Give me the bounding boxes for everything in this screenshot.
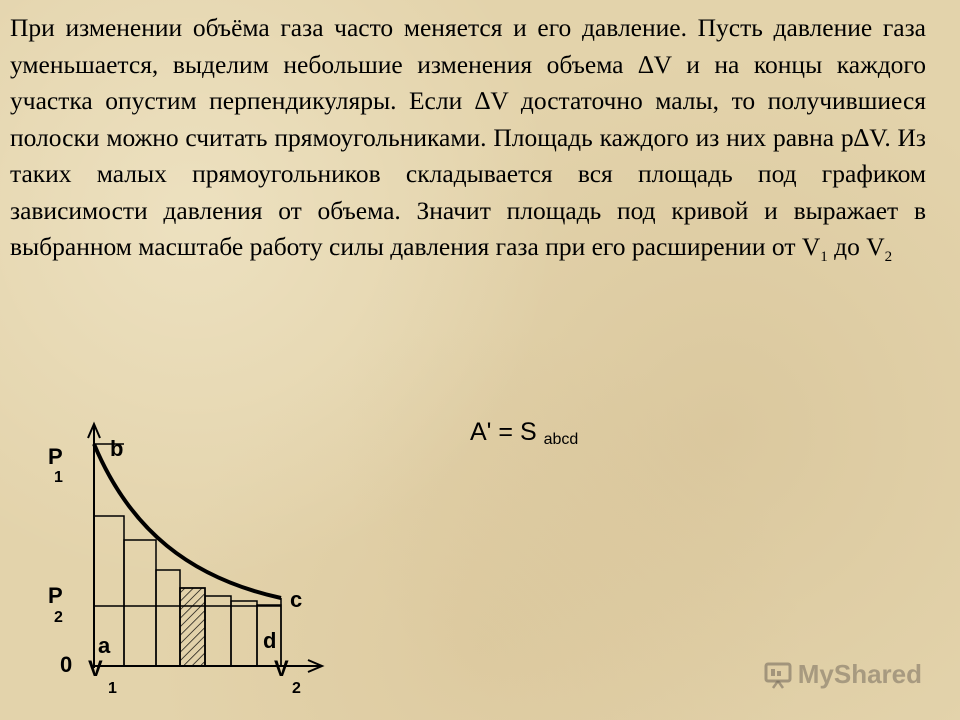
pressure-curve <box>94 444 281 598</box>
label-p1: P <box>48 444 63 469</box>
label-b: b <box>110 436 124 461</box>
label-v2-sub: 2 <box>292 680 301 697</box>
paragraph-text-tail: до V <box>827 232 885 261</box>
formula-main: A' = S <box>470 418 544 446</box>
label-origin: 0 <box>60 652 73 677</box>
label-c: c <box>290 587 303 612</box>
presentation-board-icon <box>763 660 793 690</box>
work-formula <box>470 418 578 449</box>
subscript-v1: 1 <box>820 249 828 265</box>
label-p1-sub: 1 <box>54 469 63 486</box>
label-p2-sub: 2 <box>54 609 63 626</box>
label-d: d <box>263 628 277 653</box>
watermark-text: MyShared <box>797 659 922 689</box>
formula-subscript: abcd <box>543 431 579 448</box>
main-paragraph <box>10 10 926 266</box>
paragraph-text: При изменении объёма газа часто меняется и его давление. Пусть давление газа уменьшается, выделим небольшие изменения объема ∆V и на концы каждого участка опустим перпендикуляры. Если ∆V достаточно малы, то получившиеся полоски можно считать прямоугольниками. Площадь каждого из них равна p∆V. Из таких малых прямоугольников складывается вся площадь под графиком зависимости давления от объема. Значит площадь под кривой и выражает в выбранном масштабе работу силы давления газа при его расширении от V <box>10 13 926 261</box>
hatched-strip <box>180 588 205 666</box>
watermark-logo <box>763 659 922 690</box>
pv-diagram <box>30 420 330 700</box>
subscript-v2: 2 <box>884 249 893 265</box>
label-p2: P <box>48 583 63 608</box>
label-a: a <box>98 633 111 658</box>
label-v1-sub: 1 <box>108 680 117 697</box>
label-v1: V <box>88 656 103 681</box>
label-v2: V <box>274 656 289 681</box>
